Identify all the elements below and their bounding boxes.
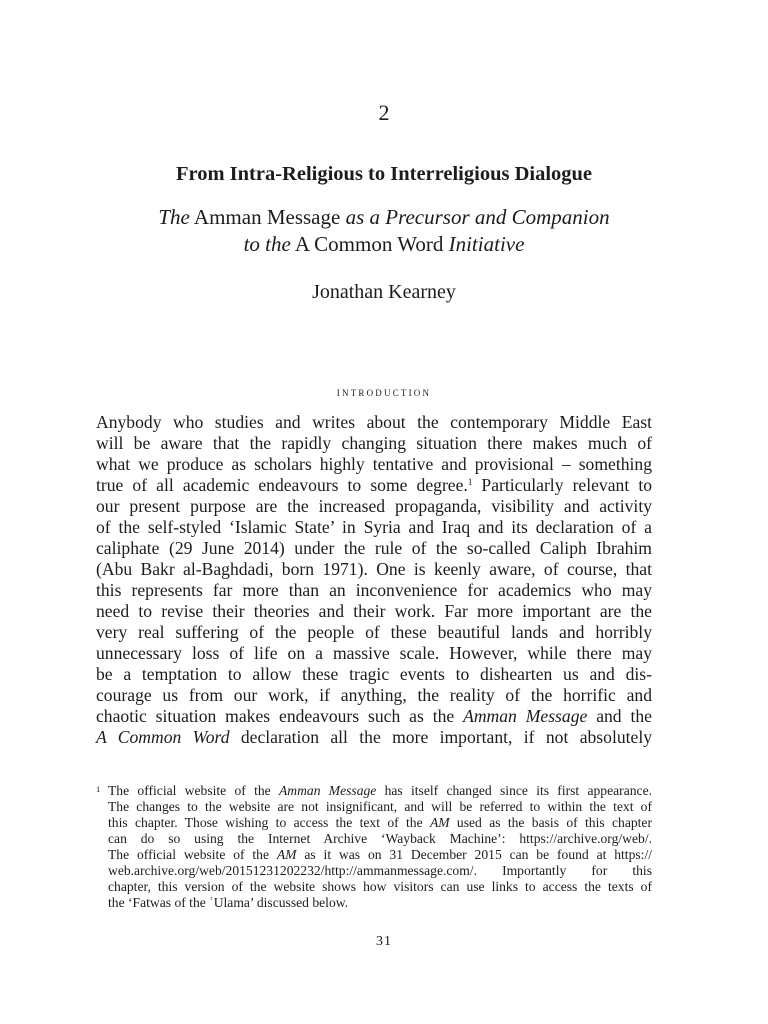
section-heading: introduction — [336, 385, 432, 399]
subtitle-run: The — [158, 205, 190, 229]
footnote-line — [108, 863, 652, 879]
footnote-number: 1 — [96, 784, 101, 794]
page-number: 31 — [376, 934, 392, 949]
body-run: courage us from our work, if anything, the reality of the horrific and — [96, 685, 652, 705]
footnote-text — [108, 783, 652, 911]
body-run: this represents far more than an inconvenience for academics who may — [96, 580, 652, 600]
chapter-title: From Intra-Religious to Interreligious Dialogue — [175, 163, 593, 185]
footnote-run: this chapter. Those wishing to access the text of the — [108, 815, 430, 830]
footnote-line — [108, 879, 652, 895]
body-run: caliphate (29 June 2014) under the rule of the so-called Caliph Ibrahim — [96, 538, 652, 558]
footnote-run: chapter, this version of the website shows how visitors can use links to access the texts of — [108, 879, 652, 894]
footnote-run: the ‘Fatwas of the ʿUlama’ discussed below. — [108, 895, 349, 910]
body-line — [96, 433, 652, 454]
body-line — [96, 601, 652, 622]
footnote-run: can do so using the Internet Archive ‘Wayback Machine’: https://archive.org/web/. — [108, 831, 652, 846]
body-line — [96, 496, 652, 517]
subtitle-line-2 — [96, 231, 672, 258]
footnote-line — [108, 799, 652, 815]
footnote-run: The changes to the website are not insignificant, and will be referred to within the text of — [108, 799, 652, 814]
chapter-subtitle — [96, 204, 672, 258]
body-run: our present purpose are the increased propaganda, visibility and activity — [96, 496, 652, 516]
body-line — [96, 664, 652, 685]
body-line — [96, 454, 652, 475]
body-line — [96, 643, 652, 664]
body-line — [96, 622, 652, 643]
footnote-line — [108, 783, 652, 799]
subtitle-line-1 — [96, 204, 672, 231]
body-run: what we produce as scholars highly tentative and provisional – something — [96, 454, 652, 474]
body-run: Anybody who studies and writes about the contemporary Middle East — [96, 412, 652, 432]
body-run: 1 — [467, 477, 473, 487]
subtitle-run: to the — [243, 232, 291, 256]
footnote-run: web.archive.org/web/20151231202232/http://ammanmessage.com/. Importantly for this — [108, 863, 652, 878]
footnote-run: AM — [276, 847, 297, 862]
footnote-line — [108, 895, 652, 911]
subtitle-run: A Common Word — [290, 232, 449, 256]
body-line — [96, 580, 652, 601]
body-line — [96, 475, 652, 496]
footnote-line — [108, 815, 652, 831]
body-line — [96, 727, 652, 748]
subtitle-run: Amman Message — [189, 205, 346, 229]
body-line — [96, 517, 652, 538]
subtitle-run: as a Precursor and Companion — [345, 205, 610, 229]
body-run: Amman Message — [463, 706, 588, 726]
body-run: of the self-styled ‘Islamic State’ in Syria and Iraq and its declaration of a — [96, 517, 652, 537]
chapter-number: 2 — [378, 100, 390, 125]
author-name: Jonathan Kearney — [312, 281, 456, 303]
body-run: Particularly relevant to — [472, 475, 652, 495]
body-run: will be aware that the rapidly changing situation there makes much of — [96, 433, 652, 453]
body-run: declaration all the more important, if not absolutely — [229, 727, 653, 747]
body-run: need to revise their theories and their work. Far more important are the — [96, 601, 652, 621]
footnote-run: The official website of the — [108, 847, 277, 862]
body-run: true of all academic endeavours to some degree. — [96, 475, 468, 495]
body-line — [96, 685, 652, 706]
body-text — [96, 412, 652, 748]
footnote-run: as it was on 31 December 2015 can be found at https:// — [296, 847, 652, 862]
body-line — [96, 412, 652, 433]
footnote-line — [108, 831, 652, 847]
footnote-run: used as the basis of this chapter — [449, 815, 652, 830]
body-line — [96, 538, 652, 559]
footnote-run: The official website of the — [108, 783, 279, 798]
subtitle-run: Initiative — [448, 232, 525, 256]
footnote-line — [108, 847, 652, 863]
footnote-run: AM — [429, 815, 450, 830]
body-run: very real suffering of the people of these beautiful lands and horribly — [96, 622, 652, 642]
footnote-run: has itself changed since its first appearance. — [376, 783, 652, 798]
body-run: chaotic situation makes endeavours such as the — [96, 706, 464, 726]
footnote-run: Amman Message — [278, 783, 377, 798]
body-run: and the — [587, 706, 652, 726]
body-run: unnecessary loss of life on a massive scale. However, while there may — [96, 643, 652, 663]
body-run: A Common Word — [96, 727, 230, 747]
body-line — [96, 559, 652, 580]
body-run: be a temptation to allow these tragic events to dishearten us and dis- — [96, 664, 652, 684]
body-run: (Abu Bakr al-Baghdadi, born 1971). One is keenly aware, of course, that — [96, 559, 652, 579]
body-line — [96, 706, 652, 727]
